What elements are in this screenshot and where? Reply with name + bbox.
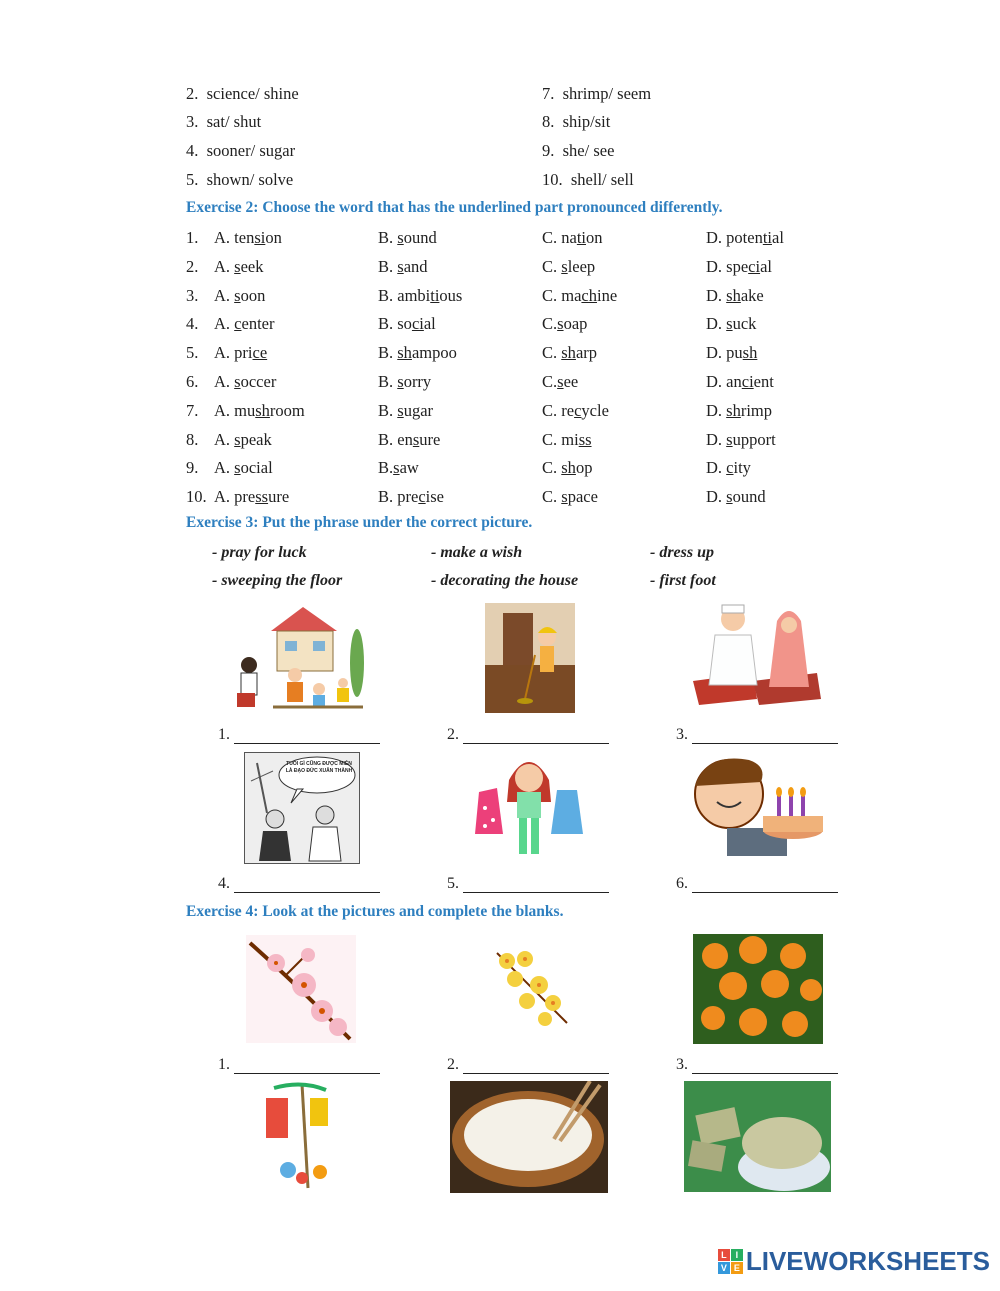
option-text: A. pri — [214, 343, 253, 363]
underlined-part: c — [726, 458, 734, 478]
option-text: A. — [214, 372, 235, 391]
ex2-option-d — [706, 430, 776, 450]
option-text: D. — [706, 487, 727, 507]
picture-dress-up — [473, 750, 585, 862]
ex2-option-d — [706, 228, 784, 248]
option-text: A. — [214, 285, 235, 305]
option-text: on — [265, 228, 282, 247]
ex2-option-b — [378, 487, 444, 507]
option-text: occer — [240, 372, 277, 391]
underlined-part: sh — [726, 400, 741, 420]
option-text: D. poten — [706, 228, 763, 247]
option-text: D. — [706, 429, 727, 449]
option-text: pace — [567, 487, 598, 507]
option-text: C. mi — [542, 429, 579, 449]
ex2-option-a — [214, 343, 267, 363]
option-text: D. — [706, 314, 727, 334]
option-text: ure — [419, 429, 441, 449]
answer-blank-3[interactable]: 3. — [676, 726, 838, 744]
ex1-item: 2. science/ shine — [186, 84, 299, 103]
ex2-option-c — [542, 343, 597, 363]
option-text: A. — [214, 314, 235, 334]
picture-sticky-rice — [450, 1081, 608, 1193]
underlined-part: s — [412, 429, 420, 449]
option-text: oap — [563, 314, 588, 334]
option-text: ound — [732, 487, 766, 507]
ex2-option-c — [542, 286, 617, 306]
picture-apricot-blossom — [487, 943, 577, 1029]
ex2-option-d — [706, 458, 751, 478]
ex2-option-b — [378, 372, 431, 392]
logo-tiles — [718, 1249, 743, 1274]
ex2-option-c — [542, 228, 603, 248]
option-text: uck — [732, 314, 757, 334]
ex2-option-b — [378, 314, 436, 334]
option-text: leep — [567, 256, 596, 276]
option-text: arp — [575, 343, 598, 363]
option-text: B. so — [378, 314, 412, 334]
ex2-item-number: 4. — [186, 314, 199, 334]
underlined-part: s — [234, 285, 241, 305]
ex2-option-c — [542, 401, 609, 421]
ex2-option-c — [542, 314, 587, 334]
underlined-part: s — [234, 372, 241, 391]
answer-blank-5[interactable]: 5. — [447, 875, 609, 893]
ex2-option-b — [378, 458, 419, 478]
underlined-part: ch — [581, 285, 597, 305]
ex2-option-a — [214, 487, 289, 507]
underlined-part: ss — [255, 487, 269, 507]
option-text: B. — [378, 458, 394, 478]
option-text: C. ma — [542, 285, 582, 305]
underlined-part: ci — [741, 372, 754, 391]
underlined-part: sh — [726, 285, 741, 305]
underlined-part: ci — [748, 256, 761, 276]
underlined-part: ce — [252, 343, 268, 363]
ex2-option-b — [378, 257, 428, 277]
ex2-item-number: 9. — [186, 458, 199, 478]
underlined-part: s — [557, 372, 564, 391]
ex2-option-a — [214, 430, 272, 450]
ex2-item-number: 5. — [186, 343, 199, 363]
option-text: B. — [378, 343, 398, 363]
option-text: ous — [439, 285, 463, 305]
ex2-option-d — [706, 257, 772, 277]
ex2-option-b — [378, 430, 440, 450]
answer-blank-1[interactable]: 1. — [218, 726, 380, 744]
ex4-answer-blank-1[interactable]: 1. — [218, 1056, 380, 1074]
option-text: B. — [378, 256, 398, 276]
ex1-item: 7. shrimp/ seem — [542, 84, 652, 103]
option-text: B. — [378, 400, 398, 420]
underlined-part: ci — [411, 314, 424, 334]
option-text: ent — [753, 372, 774, 391]
picture-first-foot — [244, 752, 360, 864]
underlined-part: s — [234, 256, 241, 276]
ex2-item-number: 10. — [186, 487, 207, 507]
underlined-part: s — [397, 256, 404, 276]
option-text: ity — [733, 458, 751, 478]
underlined-part: s — [234, 429, 241, 449]
option-text: and — [403, 256, 428, 276]
ex2-item-number: 1. — [186, 228, 199, 247]
option-text: ugar — [403, 400, 434, 420]
option-text: ound — [403, 228, 437, 247]
underlined-part: sh — [561, 343, 576, 363]
ex2-option-a — [214, 458, 273, 478]
logo-tile: L — [718, 1249, 730, 1261]
option-text: C. — [542, 343, 562, 363]
ex2-option-c — [542, 458, 592, 478]
option-text: A. ten — [214, 228, 255, 247]
picture-praying — [693, 601, 823, 706]
underlined-part: ti — [762, 228, 772, 247]
option-text: A. mu — [214, 400, 256, 420]
option-text: ure — [268, 487, 290, 507]
ex2-option-a — [214, 228, 282, 248]
option-text: C. na — [542, 228, 577, 247]
ex2-option-c — [542, 372, 578, 392]
exercise-4-heading: Exercise 4: Look at the pictures and complete the blanks. — [186, 903, 564, 920]
option-text: on — [586, 228, 603, 247]
option-text: al — [423, 314, 436, 334]
option-text: al — [760, 256, 773, 276]
option-text: ake — [740, 285, 764, 305]
underlined-part: s — [397, 228, 404, 247]
ex2-option-d — [706, 343, 757, 363]
underlined-part: s — [726, 487, 733, 507]
underlined-part: c — [418, 487, 426, 507]
phrase-option: - first foot — [650, 572, 716, 589]
phrase-option: - make a wish — [431, 544, 523, 561]
ex2-option-b — [378, 401, 433, 421]
option-text: ine — [597, 285, 618, 305]
option-text: eek — [240, 256, 264, 276]
option-text: C. — [542, 458, 562, 478]
option-text: aw — [399, 458, 419, 478]
option-text: A. — [214, 256, 235, 276]
picture-make-wish — [687, 752, 833, 856]
option-text: ee — [563, 372, 579, 391]
ex2-option-c — [542, 430, 592, 450]
option-text: B. ambi — [378, 285, 431, 305]
option-text: B. — [378, 228, 398, 247]
option-text: C. — [542, 256, 562, 276]
option-text: B. en — [378, 429, 413, 449]
exercise-2-heading: Exercise 2: Choose the word that has the underlined part pronounced differently. — [186, 199, 723, 216]
underlined-part: s — [561, 256, 568, 276]
option-text: ocial — [240, 458, 273, 478]
ex2-option-a — [214, 314, 274, 334]
option-text: upport — [732, 429, 776, 449]
ex2-item-number: 6. — [186, 372, 199, 391]
option-text: D. — [706, 458, 727, 478]
ex2-item-number: 2. — [186, 256, 199, 276]
option-text: ampoo — [411, 343, 457, 363]
ex1-item: 4. sooner/ sugar — [186, 141, 296, 160]
ex2-item-number: 7. — [186, 400, 199, 420]
picture-chung-cake — [684, 1081, 831, 1192]
ex2-option-c — [542, 257, 595, 277]
ex1-item: 10. shell/ sell — [542, 170, 634, 189]
option-text: C. re — [542, 400, 575, 420]
ex2-option-c — [542, 487, 598, 507]
underlined-part: sh — [255, 400, 270, 420]
option-text: ise — [425, 487, 444, 507]
underlined-part: s — [397, 372, 404, 391]
underlined-part: s — [393, 458, 400, 478]
underlined-part: s — [234, 458, 241, 478]
underlined-part: s — [397, 400, 404, 420]
option-text: D. — [706, 285, 727, 305]
option-text: peak — [240, 429, 272, 449]
ex2-item-number: 8. — [186, 429, 199, 449]
ex1-item: 5. shown/ solve — [186, 170, 294, 189]
ex2-option-d — [706, 401, 772, 421]
option-text: C. — [542, 314, 558, 334]
ex2-option-d — [706, 487, 766, 507]
logo-tile: V — [718, 1262, 730, 1274]
underlined-part: s — [561, 487, 568, 507]
phrase-option: - pray for luck — [212, 544, 307, 561]
ex2-option-a — [214, 286, 265, 306]
answer-blank-6[interactable]: 6. — [676, 875, 838, 893]
underlined-part: ti — [576, 228, 587, 247]
ex2-item-number: 3. — [186, 285, 199, 305]
ex4-answer-blank-3[interactable]: 3. — [676, 1056, 838, 1074]
picture-new-year-pole — [262, 1080, 334, 1192]
option-text: oon — [240, 285, 266, 305]
phrase-option: - sweeping the floor — [212, 572, 343, 589]
underlined-part: ti — [430, 285, 440, 305]
ex2-option-d — [706, 286, 764, 306]
picture-peach-blossom — [246, 935, 356, 1043]
underlined-part: c — [234, 314, 242, 334]
ex2-option-d — [706, 372, 774, 392]
phrase-option: - decorating the house — [431, 572, 579, 589]
ex1-item: 8. ship/sit — [542, 112, 611, 131]
answer-blank-2[interactable]: 2. — [447, 726, 609, 744]
comic-speech-bubble: TUỔI GÌ CŨNG ĐƯỢC MIỄN LÀ ĐẠO ĐỨC XUÂN THÀNH — [285, 761, 353, 774]
option-text: rimp — [740, 400, 773, 420]
option-text: D. — [706, 400, 727, 420]
underlined-part: sh — [397, 343, 412, 363]
logo-tile: E — [731, 1262, 743, 1274]
option-text: D. spe — [706, 256, 749, 276]
ex2-option-a — [214, 372, 276, 392]
option-text: B. pre — [378, 487, 419, 507]
ex2-option-b — [378, 343, 457, 363]
option-text: al — [772, 228, 784, 247]
underlined-part: sh — [742, 343, 758, 363]
phrase-option: - dress up — [650, 544, 715, 561]
option-text: enter — [241, 314, 275, 334]
ex2-option-a — [214, 401, 305, 421]
option-text: orry — [403, 372, 432, 391]
answer-blank-4[interactable]: 4. — [218, 875, 380, 893]
option-text: op — [575, 458, 593, 478]
underlined-part: s — [557, 314, 564, 334]
ex2-option-d — [706, 314, 756, 334]
underlined-part: si — [254, 228, 266, 247]
underlined-part: s — [726, 314, 733, 334]
option-text: A. — [214, 458, 235, 478]
option-text: D. pu — [706, 343, 743, 363]
option-text: room — [269, 400, 305, 420]
exercise-3-heading: Exercise 3: Put the phrase under the correct picture. — [186, 514, 533, 531]
ex2-option-b — [378, 286, 462, 306]
underlined-part: sh — [561, 458, 576, 478]
liveworksheets-logo — [718, 1246, 990, 1277]
underlined-part: c — [574, 400, 582, 420]
picture-kumquat-tree — [693, 934, 823, 1044]
option-text: C. — [542, 372, 558, 391]
ex2-option-a — [214, 257, 264, 277]
option-text: D. an — [706, 372, 742, 391]
logo-text: LIVEWORKSHEETS — [745, 1246, 990, 1276]
picture-sweeping-floor — [485, 603, 575, 713]
option-text: C. — [542, 487, 562, 507]
ex1-item: 9. she/ see — [542, 141, 615, 160]
ex1-item: 3. sat/ shut — [186, 112, 262, 131]
underlined-part: s — [726, 429, 733, 449]
option-text: B. — [378, 372, 398, 391]
option-text: ycle — [581, 400, 609, 420]
picture-decorating-house — [233, 603, 369, 715]
logo-tile: I — [731, 1249, 743, 1261]
ex4-answer-blank-2[interactable]: 2. — [447, 1056, 609, 1074]
ex2-option-b — [378, 228, 437, 248]
option-text: A. — [214, 429, 235, 449]
underlined-part: ss — [578, 429, 592, 449]
option-text: A. pre — [214, 487, 256, 507]
